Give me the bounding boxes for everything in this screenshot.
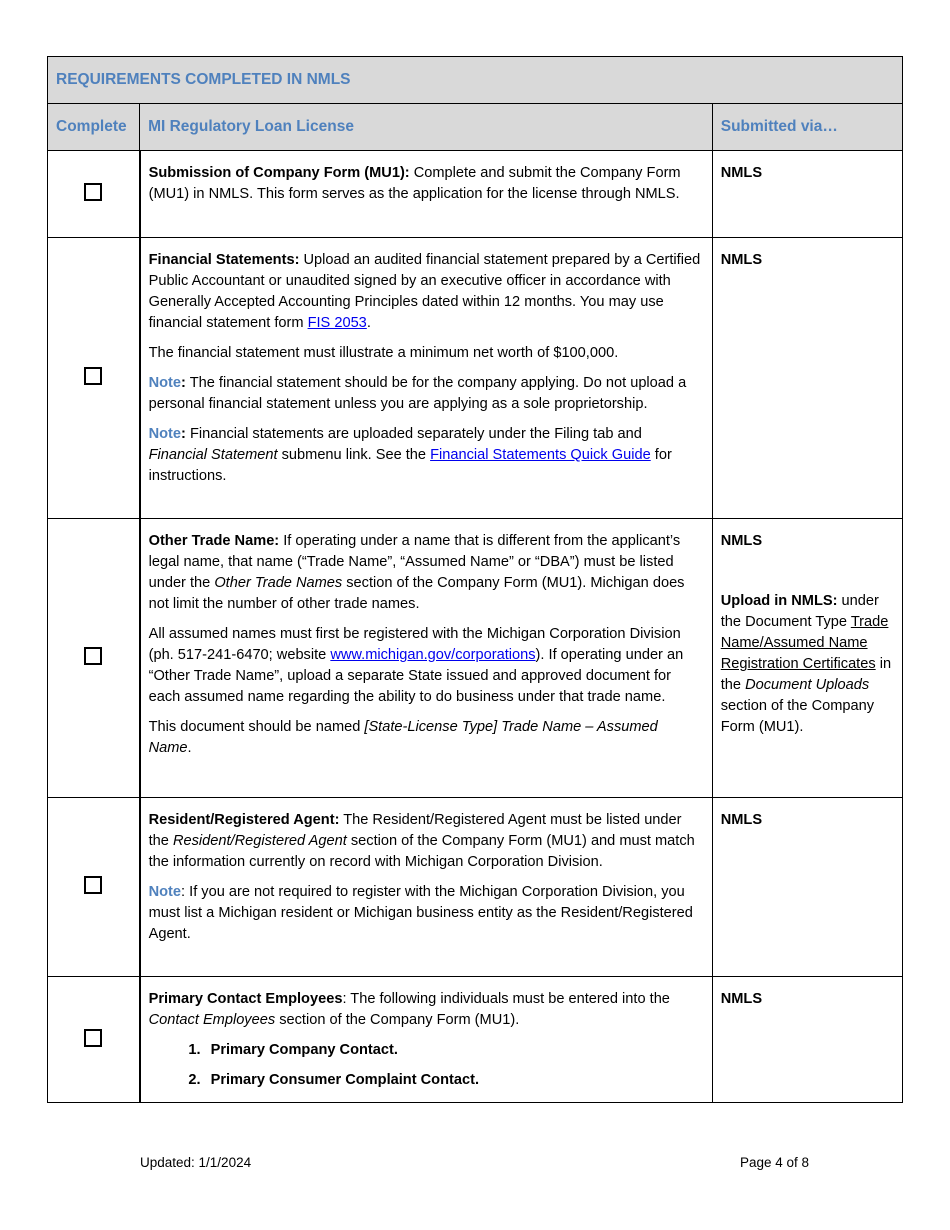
list-item: 2. Primary Consumer Complaint Contact. [205, 1070, 704, 1091]
table-row [48, 977, 903, 1103]
table-title: REQUIREMENTS COMPLETED IN NMLS [48, 57, 903, 104]
table-row [48, 519, 903, 798]
requirement-cell: Primary Contact Employees: The following individuals must be entered into the Contact Employees section of the Company Form (MU1). 1. Primary Company Contact. 2. Primary Consumer Complaint Contact. [140, 977, 713, 1103]
complete-cell [48, 798, 140, 977]
requirement-cell: Submission of Company Form (MU1): Complete and submit the Company Form (MU1) in NMLS. This form serves as the application for the license through NMLS. [140, 151, 713, 238]
requirement-cell: Financial Statements: Upload an audited financial statement prepared by a Certified Public Accountant or unaudited signed by an executive officer in accordance with Generally Accepted Accounting Principles dated within 12 months. You may use financial statement form FIS 2053. The financial statement must illustrate a minimum net worth of $100,000. Note: The financial statement should be for the company applying. Do not upload a personal financial statement unless you are applying as a sole proprietorship. Note: Financial statements are uploaded separately under the Filing tab and Financial Statement submenu link. See the Financial Statements Quick Guide for instructions. [140, 238, 713, 519]
table-row [48, 238, 903, 519]
complete-checkbox[interactable] [84, 876, 102, 894]
note-label: Note [148, 426, 182, 442]
requirement-heading: Other Trade Name: [148, 533, 280, 549]
requirement-heading: Financial Statements: [148, 252, 300, 268]
requirement-heading: Resident/Registered Agent: [148, 812, 340, 828]
submitted-cell: NMLS [712, 798, 902, 977]
footer-page-number: Page 4 of 8 [740, 1155, 810, 1170]
complete-checkbox[interactable] [84, 1029, 102, 1047]
header-submitted: Submitted via… [712, 104, 902, 151]
footer-updated: Updated: 1/1/2024 [140, 1155, 252, 1170]
header-complete: Complete [48, 104, 140, 151]
requirement-heading: Primary Contact Employees [148, 991, 343, 1007]
table-row [48, 798, 903, 977]
complete-cell [48, 238, 140, 519]
complete-checkbox[interactable] [84, 647, 102, 665]
fis-2053-link[interactable]: FIS 2053 [307, 315, 367, 331]
complete-checkbox[interactable] [84, 367, 102, 385]
requirements-table [47, 56, 903, 1103]
complete-cell [48, 519, 140, 798]
requirement-cell: Resident/Registered Agent: The Resident/Registered Agent must be listed under the Resident/Registered Agent section of the Company Form (MU1) and must match the information currently on record with Michigan Corporation Division. Note: If you are not required to register with the Michigan Corporation Division, you must list a Michigan resident or Michigan business entity as the Resident/Registered Agent. [140, 798, 713, 977]
header-license: MI Regulatory Loan License [140, 104, 713, 151]
submitted-cell: NMLS [712, 151, 902, 238]
corporations-website-link[interactable]: www.michigan.gov/corporations [330, 647, 536, 663]
table-title-row [48, 57, 903, 104]
table-header-row [48, 104, 903, 151]
table-row [48, 151, 903, 238]
contact-list [149, 1040, 704, 1091]
financial-statements-guide-link[interactable]: Financial Statements Quick Guide [430, 447, 651, 463]
complete-checkbox[interactable] [84, 183, 102, 201]
complete-cell [48, 151, 140, 238]
submitted-cell: NMLS [712, 238, 902, 519]
requirement-heading: Submission of Company Form (MU1): [148, 165, 410, 181]
note-label: Note [148, 375, 182, 391]
note-label: Note [148, 884, 182, 900]
complete-cell [48, 977, 140, 1103]
requirement-cell: Other Trade Name: If operating under a name that is different from the applicant’s legal name, that name (“Trade Name”, “Assumed Name” or “DBA”) must be listed under the Other Trade Names section of the Company Form (MU1). Michigan does not limit the number of other trade names. All assumed names must first be registered with the Michigan Corporation Division (ph. 517-241-6470; website www.michigan.gov/corporations). If operating under an “Other Trade Name”, upload a separate State issued and approved document for each assumed name regarding the ability to do business under that trade name. This document should be named [State-License Type] Trade Name – Assumed Name. [140, 519, 713, 798]
list-item: 1. Primary Company Contact. [205, 1040, 704, 1061]
upload-label: Upload in NMLS: [720, 593, 838, 609]
submitted-cell: NMLS Upload in NMLS: under the Document Type Trade Name/Assumed Name Registration Certificates in the Document Uploads section of the Company Form (MU1). [712, 519, 902, 798]
submitted-cell: NMLS [712, 977, 902, 1103]
